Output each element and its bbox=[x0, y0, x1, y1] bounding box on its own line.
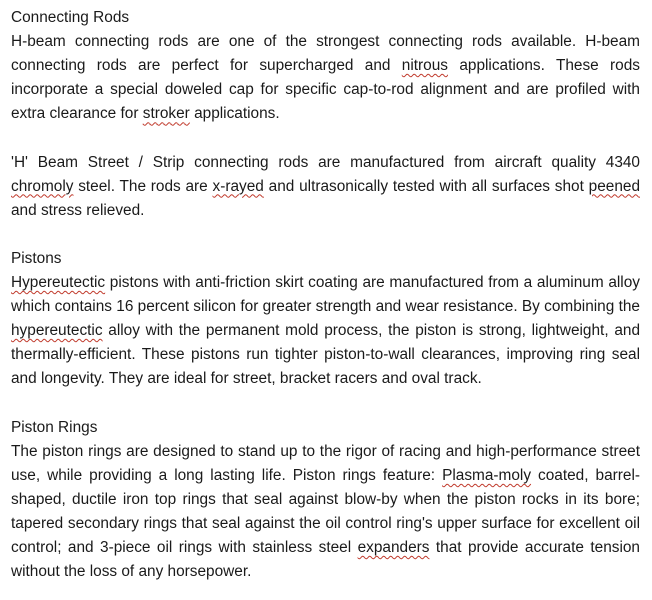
text-run: coated, barrel-shaped, ductile iron top rings that seal against blow-by when the piston rocks in its bore; tapered secondary rings that seal against the oil control ring's upper surface for excellent oil control; and 3-piece oil rings with stainless steel bbox=[11, 466, 640, 557]
text-run: 'H' Beam Street / Strip connecting rods are manufactured from aircraft quality 4340 bbox=[11, 153, 640, 171]
paragraph bbox=[11, 151, 640, 223]
text-run: pistons with anti-friction skirt coating are manufactured from a aluminum alloy which contains 16 percent silicon for greater strength and wear resistance. By combining the bbox=[11, 274, 640, 316]
paragraph bbox=[11, 271, 640, 391]
spellcheck-flagged-word[interactable]: Plasma-moly bbox=[442, 466, 532, 484]
section-heading: Piston Rings bbox=[11, 418, 98, 436]
spellcheck-flagged-word[interactable]: hypereutectic bbox=[11, 322, 103, 340]
spellcheck-flagged-word[interactable]: expanders bbox=[357, 539, 430, 557]
text-run: The piston rings are designed to stand up to the rigor of racing and high-performance street use, while providing a long lasting life. Piston rings feature: bbox=[11, 442, 640, 484]
paragraph bbox=[11, 30, 640, 126]
text-run: steel. The rods are bbox=[73, 177, 213, 195]
section-pistons bbox=[11, 247, 640, 392]
text-run: alloy with the permanent mold process, the piston is strong, lightweight, and thermally-efficient. These pistons run tighter piston-to-wall clearances, improving ring seal and longevity. They are ideal for street, bracket racers and oval track. bbox=[11, 322, 640, 388]
spellcheck-flagged-word[interactable]: stroker bbox=[142, 105, 190, 123]
text-run: and stress relieved. bbox=[11, 201, 145, 219]
text-run: that provide accurate tension without the loss of any horsepower. bbox=[11, 539, 640, 581]
text-run: H-beam connecting rods are one of the strongest connecting rods available. H-beam connecting rods are perfect for supercharged and bbox=[11, 33, 640, 75]
paragraph bbox=[11, 440, 640, 585]
section-connecting-rods bbox=[11, 6, 640, 223]
section-heading: Pistons bbox=[11, 249, 62, 267]
spellcheck-flagged-word[interactable]: peened bbox=[588, 177, 640, 195]
spellcheck-flagged-word[interactable]: chromoly bbox=[11, 177, 74, 195]
section-piston-rings bbox=[11, 416, 640, 585]
text-run: applications. These rods incorporate a special doweled cap for specific cap-to-rod alignment and are profiled with extra clearance for bbox=[11, 57, 641, 123]
spellcheck-flagged-word[interactable]: Hypereutectic bbox=[11, 274, 106, 292]
text-run: applications. bbox=[189, 105, 280, 123]
spellcheck-flagged-word[interactable]: nitrous bbox=[401, 57, 448, 75]
paragraph-spacer bbox=[11, 126, 640, 150]
section-heading: Connecting Rods bbox=[11, 9, 130, 26]
spellcheck-flagged-word[interactable]: x-rayed bbox=[212, 177, 264, 195]
paragraph-spacer bbox=[11, 392, 640, 416]
paragraph-spacer bbox=[11, 223, 640, 247]
text-run: and ultrasonically tested with all surfaces shot bbox=[263, 177, 589, 195]
